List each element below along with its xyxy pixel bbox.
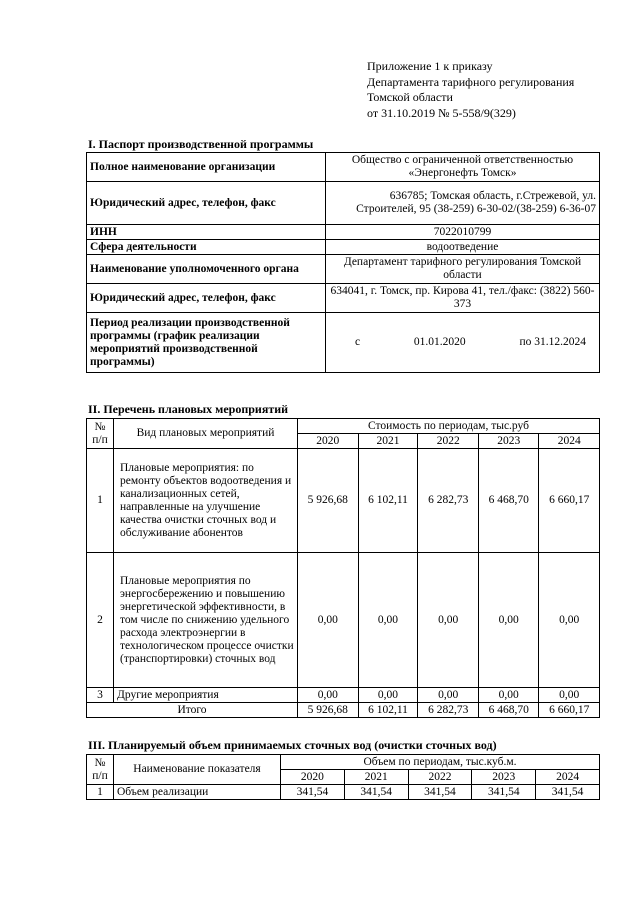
indicator-name: Объем реализации <box>114 785 281 800</box>
passport-value: Общество с ограниченной ответственностью «Энергонефть Томск» <box>326 153 600 182</box>
passport-value: водоотведение <box>326 240 600 255</box>
passport-value: 636785; Томская область, г.Стрежевой, ул. Строителей, 95 (38-259) 6-30-02/(38-259) 6-36-07 <box>326 182 600 225</box>
passport-value: 7022010799 <box>326 225 600 240</box>
cost-value: 0,00 <box>418 553 479 688</box>
cost-value: 0,00 <box>539 688 600 703</box>
row-num: 1 <box>87 449 114 553</box>
cost-value: 0,00 <box>539 553 600 688</box>
col-name-header: Вид плановых мероприятий <box>114 419 298 449</box>
passport-label: Юридический адрес, телефон, факс <box>87 284 326 313</box>
cost-value: 0,00 <box>358 553 418 688</box>
total-value: 5 926,68 <box>298 703 359 718</box>
cost-value: 0,00 <box>478 553 539 688</box>
year-header: 2021 <box>358 434 418 449</box>
passport-label: Наименование уполномоченного органа <box>87 255 326 284</box>
order-appendix-header <box>367 59 574 121</box>
year-header: 2024 <box>536 770 600 785</box>
cost-value: 0,00 <box>298 553 359 688</box>
year-header: 2022 <box>408 770 472 785</box>
col-cost-header: Стоимость по периодам, тыс.руб <box>298 419 600 434</box>
section3-title: III. Планируемый объем принимаемых сточных вод (очистки сточных вод) <box>88 738 497 752</box>
cost-value: 0,00 <box>358 688 418 703</box>
wastewater-volume-table <box>86 754 600 800</box>
volume-value: 341,54 <box>472 785 536 800</box>
volume-value: 341,54 <box>536 785 600 800</box>
planned-measures-table <box>86 418 600 718</box>
col-num-header: № п/п <box>87 419 114 449</box>
cost-value: 6 660,17 <box>539 449 600 553</box>
measure-name: Другие мероприятия <box>114 688 298 703</box>
volume-value: 341,54 <box>344 785 408 800</box>
header-line: Томской области <box>367 90 453 104</box>
section1-title: I. Паспорт производственной программы <box>88 137 314 151</box>
passport-label: Полное наименование организации <box>87 153 326 182</box>
passport-label: Сфера деятельности <box>87 240 326 255</box>
cost-value: 0,00 <box>298 688 359 703</box>
passport-label: ИНН <box>87 225 326 240</box>
production-program-passport-table <box>86 152 600 373</box>
year-header: 2023 <box>472 770 536 785</box>
col-num-header: № п/п <box>87 755 114 785</box>
year-header: 2020 <box>298 434 359 449</box>
year-header: 2022 <box>418 434 479 449</box>
table-row <box>87 688 600 703</box>
table-row <box>87 553 600 688</box>
total-value: 6 282,73 <box>418 703 479 718</box>
header-line: Департамента тарифного регулирования <box>367 74 575 89</box>
cost-value: 6 102,11 <box>358 449 418 553</box>
cost-value: 0,00 <box>478 688 539 703</box>
passport-label: Период реализации производственной программы (график реализации мероприятий производственной программы) <box>87 313 326 373</box>
row-num: 2 <box>87 553 114 688</box>
table-row <box>87 449 600 553</box>
table-row <box>87 785 600 800</box>
header-line: от 31.10.2019 № 5-558/9(329) <box>367 105 516 120</box>
total-value: 6 102,11 <box>358 703 418 718</box>
implementation-period <box>326 313 600 373</box>
total-row <box>87 703 600 718</box>
total-label: Итого <box>87 703 298 718</box>
passport-label: Юридический адрес, телефон, факс <box>87 182 326 225</box>
passport-value: Департамент тарифного регулирования Томской области <box>326 255 600 284</box>
volume-value: 341,54 <box>281 785 345 800</box>
row-num: 1 <box>87 785 114 800</box>
cost-value: 6 468,70 <box>478 449 539 553</box>
cost-value: 6 282,73 <box>418 449 479 553</box>
period-from-word: с <box>355 336 361 348</box>
volume-value: 341,54 <box>408 785 472 800</box>
year-header: 2024 <box>539 434 600 449</box>
year-header: 2020 <box>281 770 345 785</box>
period-end-date: по 31.12.2024 <box>519 336 586 348</box>
col-name-header: Наименование показателя <box>114 755 281 785</box>
period-start-date: 01.01.2020 <box>413 336 466 348</box>
cost-value: 5 926,68 <box>298 449 359 553</box>
col-volume-header: Объем по периодам, тыс.куб.м. <box>281 755 600 770</box>
measure-name: Плановые мероприятия: по ремонту объектов водоотведения и канализационных сетей, направленные на улучшение качества очистки сточных вод и обслуживание абонентов <box>114 449 298 553</box>
cost-value: 0,00 <box>418 688 479 703</box>
year-header: 2023 <box>478 434 539 449</box>
section2-title: II. Перечень плановых мероприятий <box>88 402 289 416</box>
measure-name: Плановые мероприятия по энергосбережению и повышению энергетической эффективности, в том числе по снижению удельного расхода электроэнергии в технологическом процессе очистки (транспортировки) сточных вод <box>114 553 298 688</box>
year-header: 2021 <box>344 770 408 785</box>
total-value: 6 468,70 <box>478 703 539 718</box>
header-line: Приложение 1 к приказу <box>367 59 493 73</box>
row-num: 3 <box>87 688 114 703</box>
total-value: 6 660,17 <box>539 703 600 718</box>
passport-value: 634041, г. Томск, пр. Кирова 41, тел./факс: (3822) 560-373 <box>326 284 600 313</box>
